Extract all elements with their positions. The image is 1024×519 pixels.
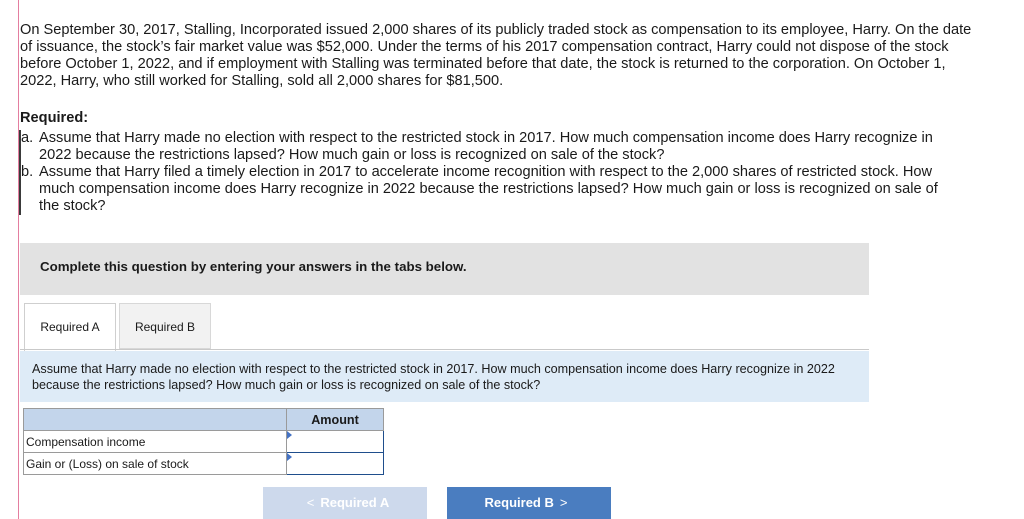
required-list — [20, 130, 960, 215]
required-item-b — [19, 164, 960, 215]
chevron-left-icon: < — [306, 495, 315, 510]
answer-table-blank-header — [24, 409, 287, 431]
gain-loss-label: Gain or (Loss) on sale of stock — [24, 453, 287, 475]
previous-button-label: Required A — [320, 495, 390, 510]
problem-intro: On September 30, 2017, Stalling, Incorporated issued 2,000 shares of its publicly traded stock as compensation to its employee, Harry. On the date of issuance, the stock’s fair market value was $52,000. Under the terms of his 2017 compensation contract, Harry could not dispose of the stock before October 1, 2022, and if employment with Stalling was terminated before that date, the stock is returned to the corporation. On October 1, 2022, Harry, who still worked for Stalling, sold all 2,000 shares for $81,500. — [20, 22, 972, 89]
compensation-income-label: Compensation income — [24, 431, 287, 453]
required-item-a-label: a. — [21, 130, 34, 146]
next-button-label: Required B — [484, 495, 554, 510]
tab-required-b[interactable]: Required B — [119, 303, 211, 349]
required-item-b-label: b. — [21, 164, 34, 180]
instruction-banner-text: Complete this question by entering your answers in the tabs below. — [40, 259, 467, 274]
gain-loss-cell — [287, 453, 384, 475]
question-prompt-text: Assume that Harry made no election with respect to the restricted stock in 2017. How much compensation income does Harry recognize in 2022 because the restrictions lapsed? How much gain or loss is recognized on sale of the stock? — [32, 362, 835, 392]
required-heading: Required: — [20, 110, 89, 126]
required-item-a — [19, 130, 960, 164]
question-prompt — [20, 351, 869, 402]
left-margin-rule — [18, 0, 19, 519]
compensation-income-cell — [287, 431, 384, 453]
input-marker-icon — [287, 453, 292, 461]
previous-required-a-button — [263, 487, 427, 519]
required-item-b-text: Assume that Harry filed a timely election in 2017 to accelerate income recognition with respect to the 2,000 shares of restricted stock. How much compensation income does Harry recognize in 2022 because the restrictions lapsed? How much gain or loss is recognized on sale of the stock? — [39, 164, 938, 214]
required-item-a-text: Assume that Harry made no election with respect to the restricted stock in 2017. How much compensation income does Harry recognize in 2022 because the restrictions lapsed? How much gain or loss is recognized on sale of the stock? — [39, 130, 933, 163]
tab-required-a[interactable]: Required A — [24, 303, 116, 351]
table-row — [24, 453, 384, 475]
next-required-b-button[interactable] — [447, 487, 611, 519]
input-marker-icon — [287, 431, 292, 439]
amount-column-header: Amount — [287, 409, 384, 431]
gain-loss-input[interactable] — [287, 454, 383, 474]
table-row — [24, 431, 384, 453]
tab-divider — [20, 349, 869, 350]
answer-table-header-row — [24, 409, 384, 431]
compensation-income-input[interactable] — [287, 432, 383, 452]
instruction-banner — [20, 243, 869, 295]
answer-table — [23, 408, 384, 475]
chevron-right-icon: > — [559, 495, 568, 510]
